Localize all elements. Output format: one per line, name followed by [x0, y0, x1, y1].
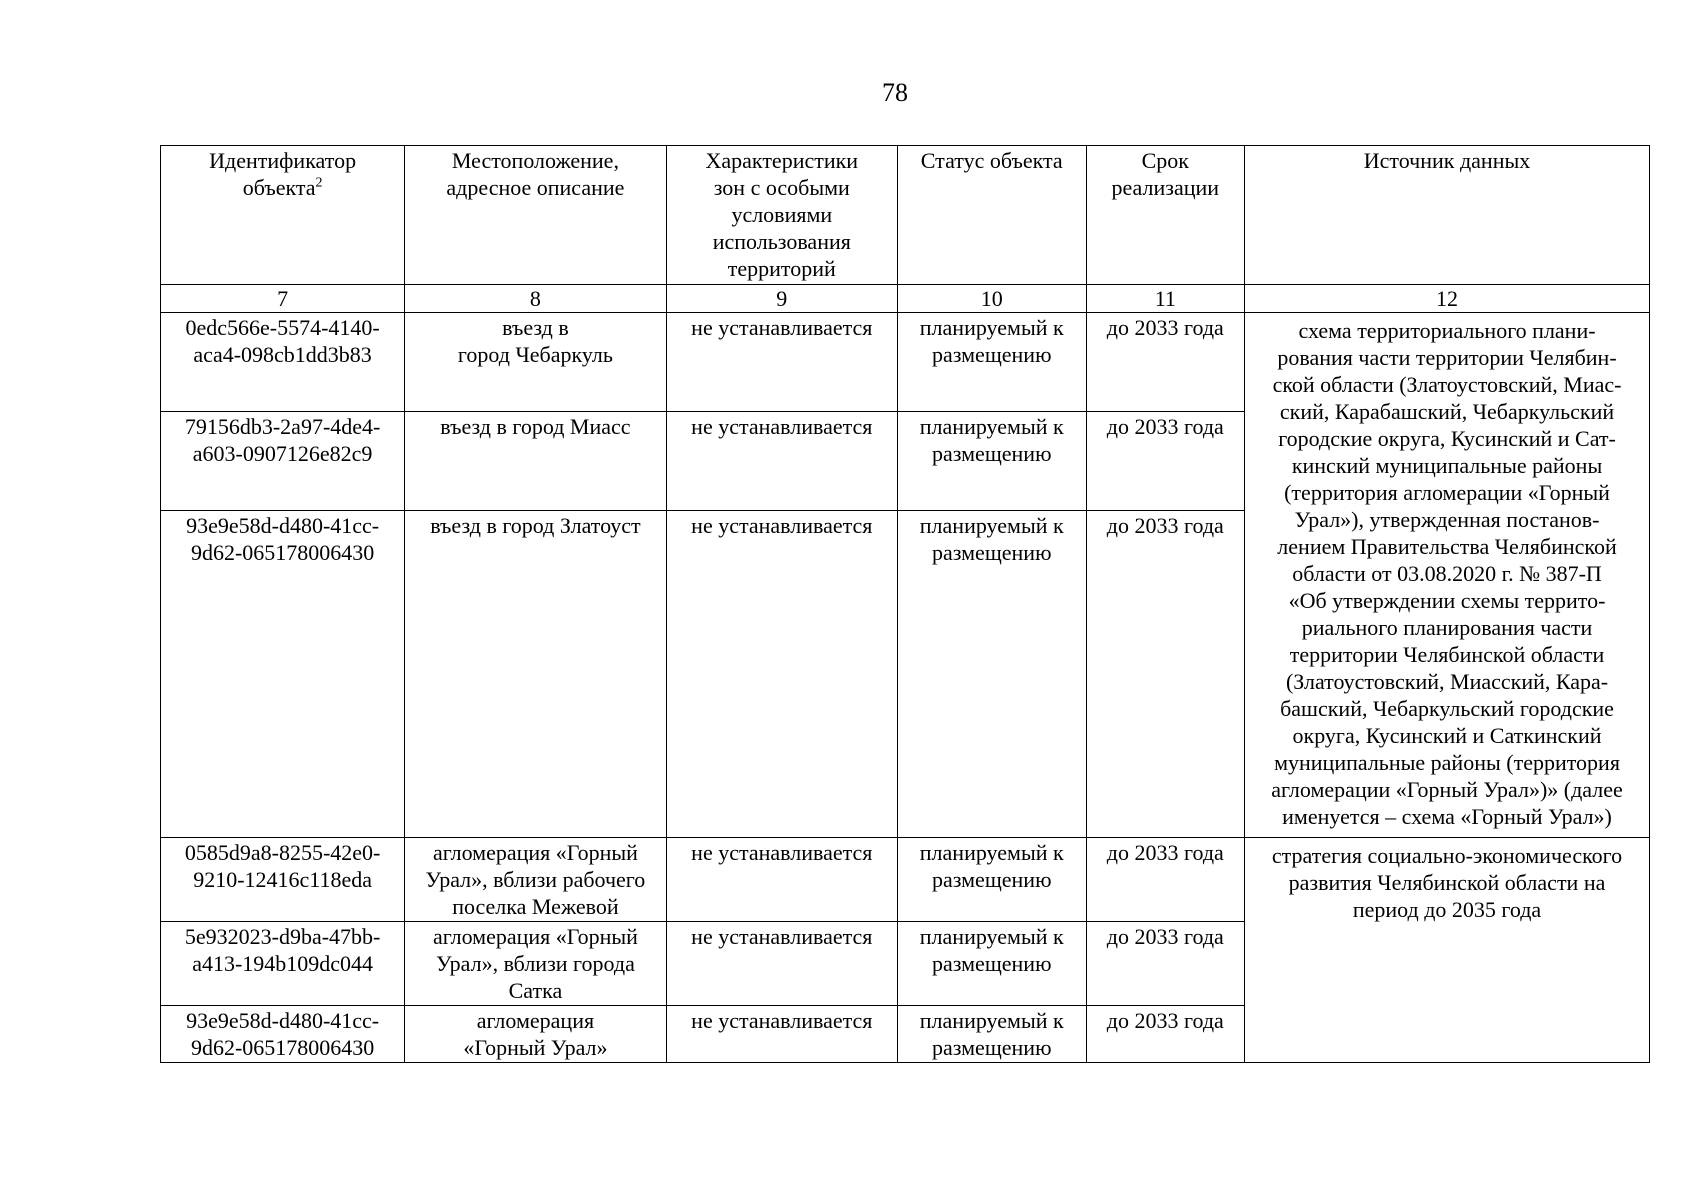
zones-cell: не устанавливается [666, 922, 897, 1006]
zones-cell: не устанавливается [666, 1006, 897, 1063]
source-cell: схема территориального плани- рования части территории Челябин- ской области (Златоустовский, Миас- ский, Карабашский, Чебаркульский городские округа, Кусинский и Сат- кинский муниципальные районы (территория агломерации «Горный Урал»), утвержденная постанов- лением Правительства Челябинской области от 03.08.2020 г. № 387-П «Об утверждении схемы террито- риального планирования части территории Челябинской области (Златоустовский, Миасский, Кара- башский, Чебаркульский городские округа, Кусинский и Саткинский муниципальные районы (территория агломерации «Горный Урал»)» (далее именуется – схема «Горный Урал») [1245, 313, 1650, 838]
object-id-cell: 93e9e58d-d480-41cc- 9d62-065178006430 [161, 511, 405, 838]
footnote-marker: 2 [315, 175, 323, 191]
location-cell: въезд в город Златоуст [405, 511, 666, 838]
header-object-id [161, 146, 405, 285]
header-implementation-term: Срок реализации [1086, 146, 1245, 285]
column-numbers-row [161, 285, 1650, 313]
object-id-cell: 0585d9a8-8255-42e0- 9210-12416c118eda [161, 838, 405, 922]
column-number: 11 [1086, 285, 1245, 313]
header-object-id-label: Идентификатор объекта [209, 148, 357, 200]
table-row [161, 313, 1650, 412]
status-cell: планируемый к размещению [897, 838, 1086, 922]
column-number: 9 [666, 285, 897, 313]
term-cell: до 2033 года [1086, 313, 1245, 412]
zones-cell: не устанавливается [666, 511, 897, 838]
status-cell: планируемый к размещению [897, 313, 1086, 412]
status-cell: планируемый к размещению [897, 412, 1086, 511]
object-id-cell: 5e932023-d9ba-47bb- a413-194b109dc044 [161, 922, 405, 1006]
header-row [161, 146, 1650, 285]
object-id-cell: 0edc566e-5574-4140- aca4-098cb1dd3b83 [161, 313, 405, 412]
term-cell: до 2033 года [1086, 922, 1245, 1006]
status-cell: планируемый к размещению [897, 511, 1086, 838]
column-number: 7 [161, 285, 405, 313]
header-data-source: Источник данных [1245, 146, 1650, 285]
term-cell: до 2033 года [1086, 412, 1245, 511]
object-id-cell: 79156db3-2a97-4de4- a603-0907126e82c9 [161, 412, 405, 511]
header-zone-characteristics: Характеристики зон с особыми условиями использования территорий [666, 146, 897, 285]
table-row [161, 838, 1650, 922]
header-object-status: Статус объекта [897, 146, 1086, 285]
status-cell: планируемый к размещению [897, 922, 1086, 1006]
column-number: 10 [897, 285, 1086, 313]
location-cell: въезд в город Миасс [405, 412, 666, 511]
term-cell: до 2033 года [1086, 838, 1245, 922]
header-location: Местоположение, адресное описание [405, 146, 666, 285]
term-cell: до 2033 года [1086, 511, 1245, 838]
status-cell: планируемый к размещению [897, 1006, 1086, 1063]
objects-table [160, 145, 1650, 1063]
column-number: 8 [405, 285, 666, 313]
term-cell: до 2033 года [1086, 1006, 1245, 1063]
zones-cell: не устанавливается [666, 313, 897, 412]
page-number: 78 [882, 78, 908, 107]
source-cell: стратегия социально-экономического развития Челябинской области на период до 2035 года [1245, 838, 1650, 1063]
column-number: 12 [1245, 285, 1650, 313]
location-cell: агломерация «Горный Урал», вблизи города Сатка [405, 922, 666, 1006]
location-cell: въезд в город Чебаркуль [405, 313, 666, 412]
location-cell: агломерация «Горный Урал» [405, 1006, 666, 1063]
zones-cell: не устанавливается [666, 412, 897, 511]
object-id-cell: 93e9e58d-d480-41cc- 9d62-065178006430 [161, 1006, 405, 1063]
location-cell: агломерация «Горный Урал», вблизи рабочего поселка Межевой [405, 838, 666, 922]
zones-cell: не устанавливается [666, 838, 897, 922]
